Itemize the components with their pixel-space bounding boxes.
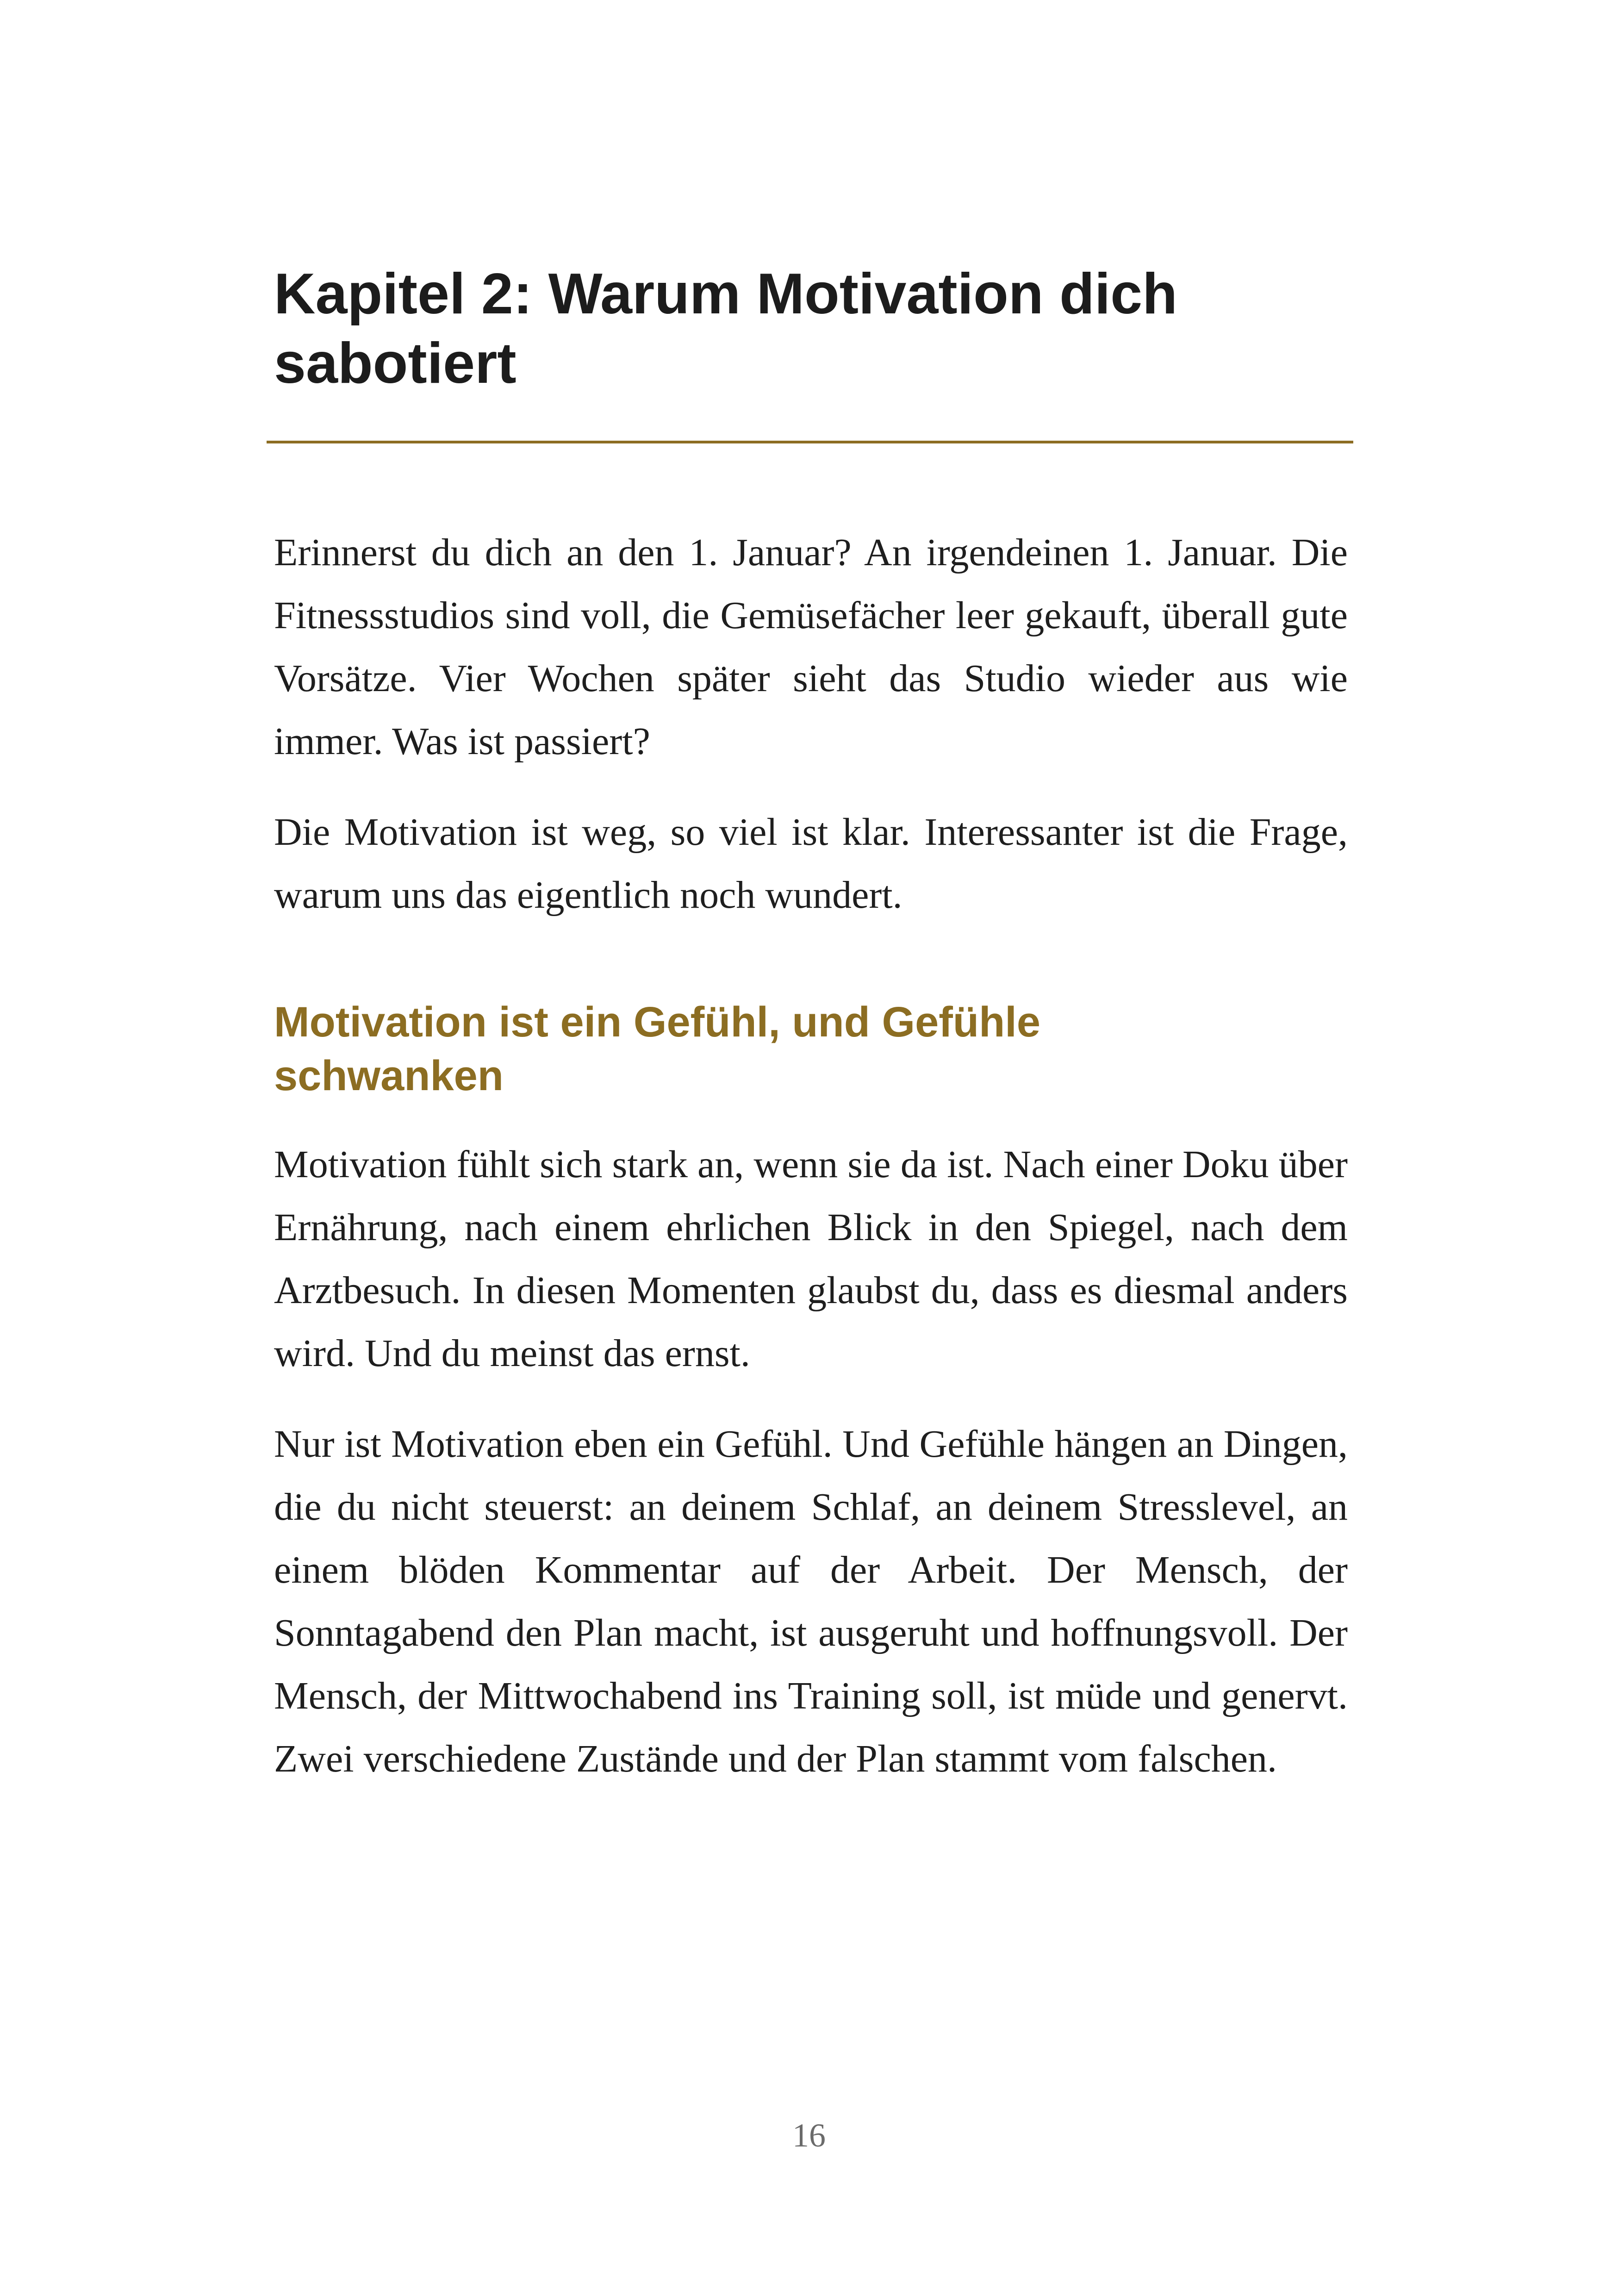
section-heading-line-1: Motivation ist ein Gefühl, und Gefühle [274, 998, 1040, 1046]
chapter-title-line-1: Kapitel 2: Warum Motivation dich [274, 262, 1177, 326]
body-paragraph-2: Die Motivation ist weg, so viel ist klar. Interessanter ist die Frage, warum uns das eigentlich noch wundert. [274, 811, 1348, 917]
section-heading-line-2: schwanken [274, 1052, 504, 1099]
page-number: 16 [792, 2117, 826, 2154]
title-divider [267, 441, 1353, 443]
body-paragraph-1: Erinnerst du dich an den 1. Januar? An irgendeinen 1. Januar. Die Fitnessstudios sind voll, die Gemüsefächer leer gekauft, überall gute Vorsätze. Vier Wochen später sieht das Studio wieder aus wie immer. Was ist passiert? [274, 531, 1348, 763]
chapter-title [274, 259, 1348, 398]
chapter-header [274, 259, 1348, 398]
chapter-title-line-2: sabotiert [274, 331, 517, 395]
section-heading [274, 995, 1348, 1103]
section-paragraph-2: Nur ist Motivation eben ein Gefühl. Und Gefühle hängen an Dingen, die du nicht steuerst: an deinem Schlaf, an deinem Stresslevel, an einem blöden Kommentar auf der Arbeit. Der Mensch, der Sonntagabend den Plan macht, ist ausgeruht und hoffnungsvoll. Der Mensch, der Mittwochabend ins Training soll, ist müde und genervt. Zwei verschiedene Zustände und der Plan stammt vom falschen. [274, 1423, 1348, 1780]
section-paragraph-1: Motivation fühlt sich stark an, wenn sie da ist. Nach einer Doku über Ernährung, nach einem ehrlichen Blick in den Spiegel, nach dem Arztbesuch. In diesen Momenten glaubst du, dass es diesmal anders wird. Und du meinst das ernst. [274, 1143, 1348, 1375]
